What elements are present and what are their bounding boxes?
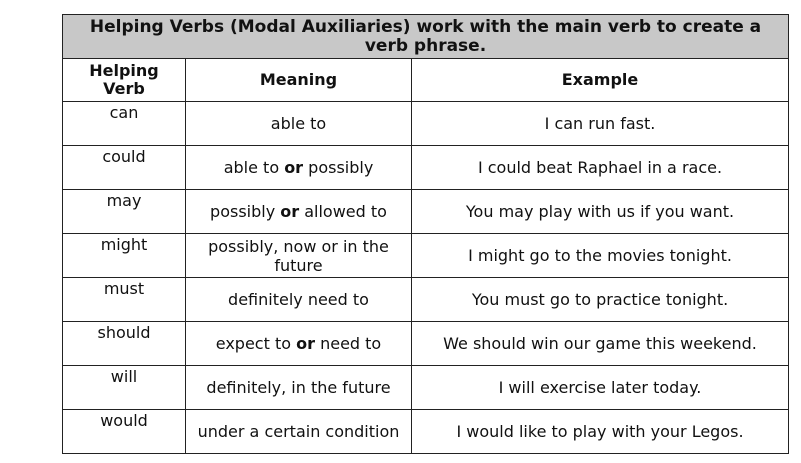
example-cell: You must go to practice tonight. (412, 278, 789, 322)
verb-cell: would (63, 410, 186, 454)
example-cell: I would like to play with your Legos. (412, 410, 789, 454)
table-row (63, 278, 789, 322)
verb-cell: may (63, 190, 186, 234)
meaning-text: able to (270, 114, 327, 133)
table-row (63, 234, 789, 278)
example-cell: I might go to the movies tonight. (412, 234, 789, 278)
example-cell: I could beat Raphael in a race. (412, 146, 789, 190)
meaning-text: possibly (210, 202, 281, 221)
table-row (63, 410, 789, 454)
meaning-cell (186, 146, 412, 190)
verb-cell: can (63, 102, 186, 146)
meaning-cell (186, 102, 412, 146)
meaning-cell (186, 366, 412, 410)
header-meaning: Meaning (186, 59, 412, 102)
meaning-text-end: allowed to (299, 202, 387, 221)
meaning-keyword: or (280, 202, 300, 221)
meaning-text: possibly, now or in the future (208, 236, 389, 275)
example-cell: I will exercise later today. (412, 366, 789, 410)
meaning-cell (186, 278, 412, 322)
verb-cell: should (63, 322, 186, 366)
meaning-keyword: or (296, 334, 315, 353)
table-row (63, 366, 789, 410)
meaning-cell (186, 410, 412, 454)
meaning-cell (186, 190, 412, 234)
meaning-text: able to (223, 158, 285, 177)
verb-cell: must (63, 278, 186, 322)
table-row (63, 322, 789, 366)
table-row (63, 102, 789, 146)
meaning-cell (186, 234, 412, 278)
header-example: Example (412, 59, 789, 102)
meaning-keyword: or (284, 158, 304, 177)
meaning-text: expect to (215, 334, 297, 353)
meaning-text: under a certain condition (197, 422, 400, 441)
meaning-cell (186, 322, 412, 366)
meaning-text: definitely need to (228, 290, 369, 309)
example-cell: I can run fast. (412, 102, 789, 146)
example-cell: You may play with us if you want. (412, 190, 789, 234)
helping-verbs-table (62, 14, 789, 454)
title-row (63, 15, 789, 59)
meaning-text-end: possibly (303, 158, 374, 177)
verb-cell: could (63, 146, 186, 190)
verb-cell: might (63, 234, 186, 278)
meaning-text: definitely, in the future (206, 378, 391, 397)
header-row (63, 59, 789, 102)
header-helping-verb: Helping Verb (63, 59, 186, 102)
table-row (63, 190, 789, 234)
verb-cell: will (63, 366, 186, 410)
table-row (63, 146, 789, 190)
table-title: Helping Verbs (Modal Auxiliaries) work with the main verb to create a verb phrase. (63, 15, 789, 59)
meaning-text-end: need to (315, 334, 382, 353)
example-cell: We should win our game this weekend. (412, 322, 789, 366)
